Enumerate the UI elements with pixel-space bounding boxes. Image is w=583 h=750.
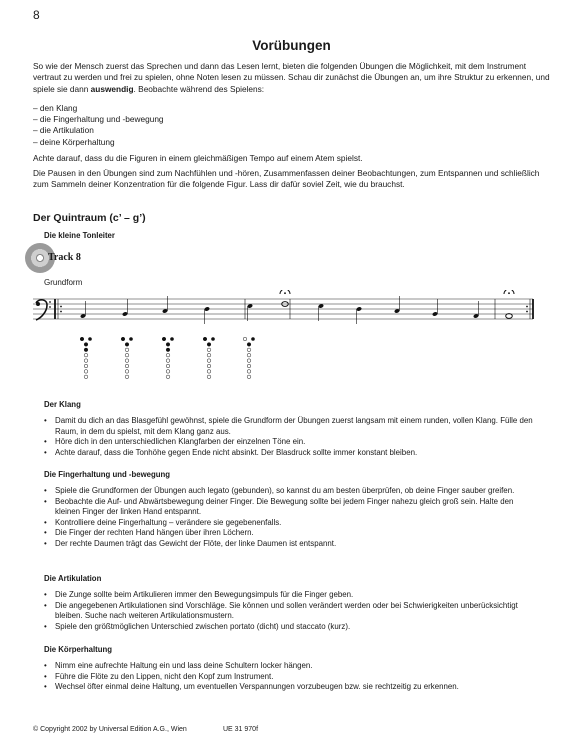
grundform-label: Grundform	[44, 278, 83, 287]
subheading: Die kleine Tonleiter	[44, 231, 115, 240]
open-hole	[125, 353, 129, 357]
list-item: • Damit du dich an das Blasgefühl gewöhnst, spiele die Grundform der Übungen zuerst langsam mit einem runden, vollen Klang. Fülle den Raum, in dem du spielst, mit dem Klang ganz aus.	[44, 416, 540, 437]
fingering-diagram	[160, 336, 176, 380]
fingering-chart	[78, 336, 94, 385]
list-item: – den Klang	[33, 103, 78, 113]
closed-hole	[80, 337, 84, 341]
open-hole	[84, 353, 88, 357]
note	[318, 303, 324, 321]
open-hole	[84, 364, 88, 368]
artikulation-list	[44, 590, 540, 632]
list-item: – die Fingerhaltung und -bewegung	[33, 114, 164, 125]
klang-list	[44, 416, 540, 458]
closed-hole	[166, 343, 170, 347]
closed-hole	[207, 343, 211, 347]
fingering-diagram	[241, 336, 257, 380]
observation-list	[33, 103, 164, 148]
closed-hole	[84, 348, 88, 352]
list-item: – die Artikulation	[33, 125, 94, 136]
note	[356, 306, 362, 324]
open-hole	[125, 375, 129, 379]
list-item: • Kontrolliere deine Fingerhaltung – verändere sie gegebenenfalls.	[44, 518, 540, 529]
thumb-hole	[251, 337, 255, 341]
open-hole	[84, 359, 88, 363]
edition-number: UE 31 970f	[223, 726, 259, 733]
list-item: • Beobachte die Auf- und Abwärtsbewegung deiner Finger. Die Bewegung sollte bei jedem Finger nahezu gleich groß sein. Halte den kleinen Finger der linken Hand entspannt.	[44, 497, 540, 518]
closed-hole	[84, 343, 88, 347]
note	[204, 306, 210, 324]
note	[247, 303, 253, 321]
fermata-note	[506, 314, 513, 319]
note	[473, 301, 479, 319]
open-hole	[84, 375, 88, 379]
fingering-chart	[201, 336, 217, 385]
open-hole	[125, 364, 129, 368]
open-hole	[207, 359, 211, 363]
thumb-hole	[129, 337, 133, 341]
list-item: • Spiele den größtmöglichen Unterschied zwischen portato (dicht) und staccato (kurz).	[44, 622, 540, 633]
open-hole	[125, 359, 129, 363]
closed-hole	[247, 343, 251, 347]
note	[394, 296, 400, 314]
open-hole	[125, 370, 129, 374]
open-hole	[166, 375, 170, 379]
fingering-chart	[160, 336, 176, 385]
notes	[80, 296, 512, 324]
section-fingerhaltung-heading: Die Fingerhaltung und -bewegung	[44, 470, 171, 479]
open-hole	[207, 375, 211, 379]
open-hole	[166, 370, 170, 374]
section-artikulation-heading: Die Artikulation	[44, 574, 102, 583]
thumb-hole	[170, 337, 174, 341]
note	[122, 299, 128, 317]
closed-hole	[166, 348, 170, 352]
thumb-hole	[211, 337, 215, 341]
list-item: • Die Finger der rechten Hand hängen über ihren Löchern.	[44, 528, 540, 539]
list-item: – deine Körperhaltung	[33, 136, 115, 147]
open-hole	[207, 364, 211, 368]
fingering-chart	[119, 336, 135, 385]
fingering-diagram	[78, 336, 94, 380]
list-item: • Achte darauf, dass die Tonhöhe gegen Ende nicht absinkt. Der Blasdruck sollte immer konstant bleiben.	[44, 448, 540, 459]
fingering-diagram	[201, 336, 217, 380]
open-hole	[243, 337, 247, 341]
music-staff	[33, 290, 543, 330]
fingering-chart	[241, 336, 257, 385]
intro-text: So wie der Mensch zuerst das Sprechen und dann das Lesen lernt, bieten die folgenden Übungen die Möglichkeit, mit dem Instrument vertraut zu werden und frei zu spielen, ohne Noten lesen zu müssen. Schau dir zunächst die Übungen an, um ihre Struktur zu erkennen, und spiele sie dann	[33, 61, 550, 94]
note	[80, 301, 86, 319]
fingering-diagram	[119, 336, 135, 380]
advice-paragraph: Achte darauf, dass du die Figuren in einem gleichmäßigen Tempo auf einem Atem spielst.	[33, 153, 363, 163]
fermata-icon	[504, 290, 514, 294]
open-hole	[166, 364, 170, 368]
fingerhaltung-list	[44, 486, 540, 550]
open-hole	[166, 353, 170, 357]
open-hole	[207, 353, 211, 357]
copyright-notice: © Copyright 2002 by Universal Edition A.G., Wien	[33, 726, 187, 733]
list-item: • Die Zunge sollte beim Artikulieren immer den Bewegungsimpuls für die Finger geben.	[44, 590, 540, 601]
open-hole	[125, 348, 129, 352]
list-item: • Wechsel öfter einmal deine Haltung, um eventuellen Verspannungen vorzubeugen bzw. sie rechtzeitig zu erkennen.	[44, 682, 540, 693]
page-title: Vorübungen	[252, 38, 331, 53]
section-heading: Der Quintraum (c’ – g’)	[33, 212, 146, 224]
closed-hole	[125, 343, 129, 347]
koerperhaltung-list	[44, 661, 540, 693]
open-hole	[247, 348, 251, 352]
open-hole	[247, 364, 251, 368]
bass-clef-icon	[36, 300, 51, 320]
intro-text-end: . Beobachte während des Spielens:	[133, 83, 265, 94]
open-hole	[247, 375, 251, 379]
note	[162, 296, 168, 314]
fermata-icon	[280, 290, 290, 294]
intro-paragraph	[33, 61, 551, 95]
closed-hole	[203, 337, 207, 341]
note	[432, 299, 438, 317]
open-hole	[247, 370, 251, 374]
closed-hole	[121, 337, 125, 341]
open-hole	[247, 353, 251, 357]
list-item: • Spiele die Grundformen der Übungen auch legato (gebunden), so kannst du am besten überprüfen, ob deine Finger sauber greifen.	[44, 486, 540, 497]
list-item: • Führe die Flöte zu den Lippen, nicht den Kopf zum Instrument.	[44, 672, 540, 683]
list-item: • Höre dich in den unterschiedlichen Klangfarben der einzelnen Töne ein.	[44, 437, 540, 448]
open-hole	[84, 370, 88, 374]
section-koerperhaltung-heading: Die Körperhaltung	[44, 645, 113, 654]
pauses-paragraph: Die Pausen in den Übungen sind zum Nachfühlen und -hören, Zusammenfassen deiner Beobachtungen, zum Entspannen und schließlich zum Sammeln deiner Konzentration für die folgende Figur. Lass dir dafür soviel Zeit, wie du brauchst.	[33, 168, 540, 190]
open-hole	[207, 370, 211, 374]
list-item: • Nimm eine aufrechte Haltung ein und lass deine Schultern locker hängen.	[44, 661, 540, 672]
open-hole	[207, 348, 211, 352]
list-item: • Die angegebenen Artikulationen sind Vorschläge. Sie können und sollen verändert werden oder bei Schwierigkeiten unberücksichtigt bleiben. Suche nach weiteren Artikulationsmustern.	[44, 601, 540, 622]
open-hole	[247, 359, 251, 363]
open-hole	[166, 359, 170, 363]
track-label: Track 8	[48, 252, 81, 263]
intro-bold-word: auswendig	[90, 83, 134, 94]
section-klang-heading: Der Klang	[44, 400, 81, 409]
thumb-hole	[88, 337, 92, 341]
page-number: 8	[33, 8, 40, 22]
closed-hole	[162, 337, 166, 341]
list-item: • Der rechte Daumen trägt das Gewicht der Flöte, der linke Daumen ist entspannt.	[44, 539, 540, 550]
